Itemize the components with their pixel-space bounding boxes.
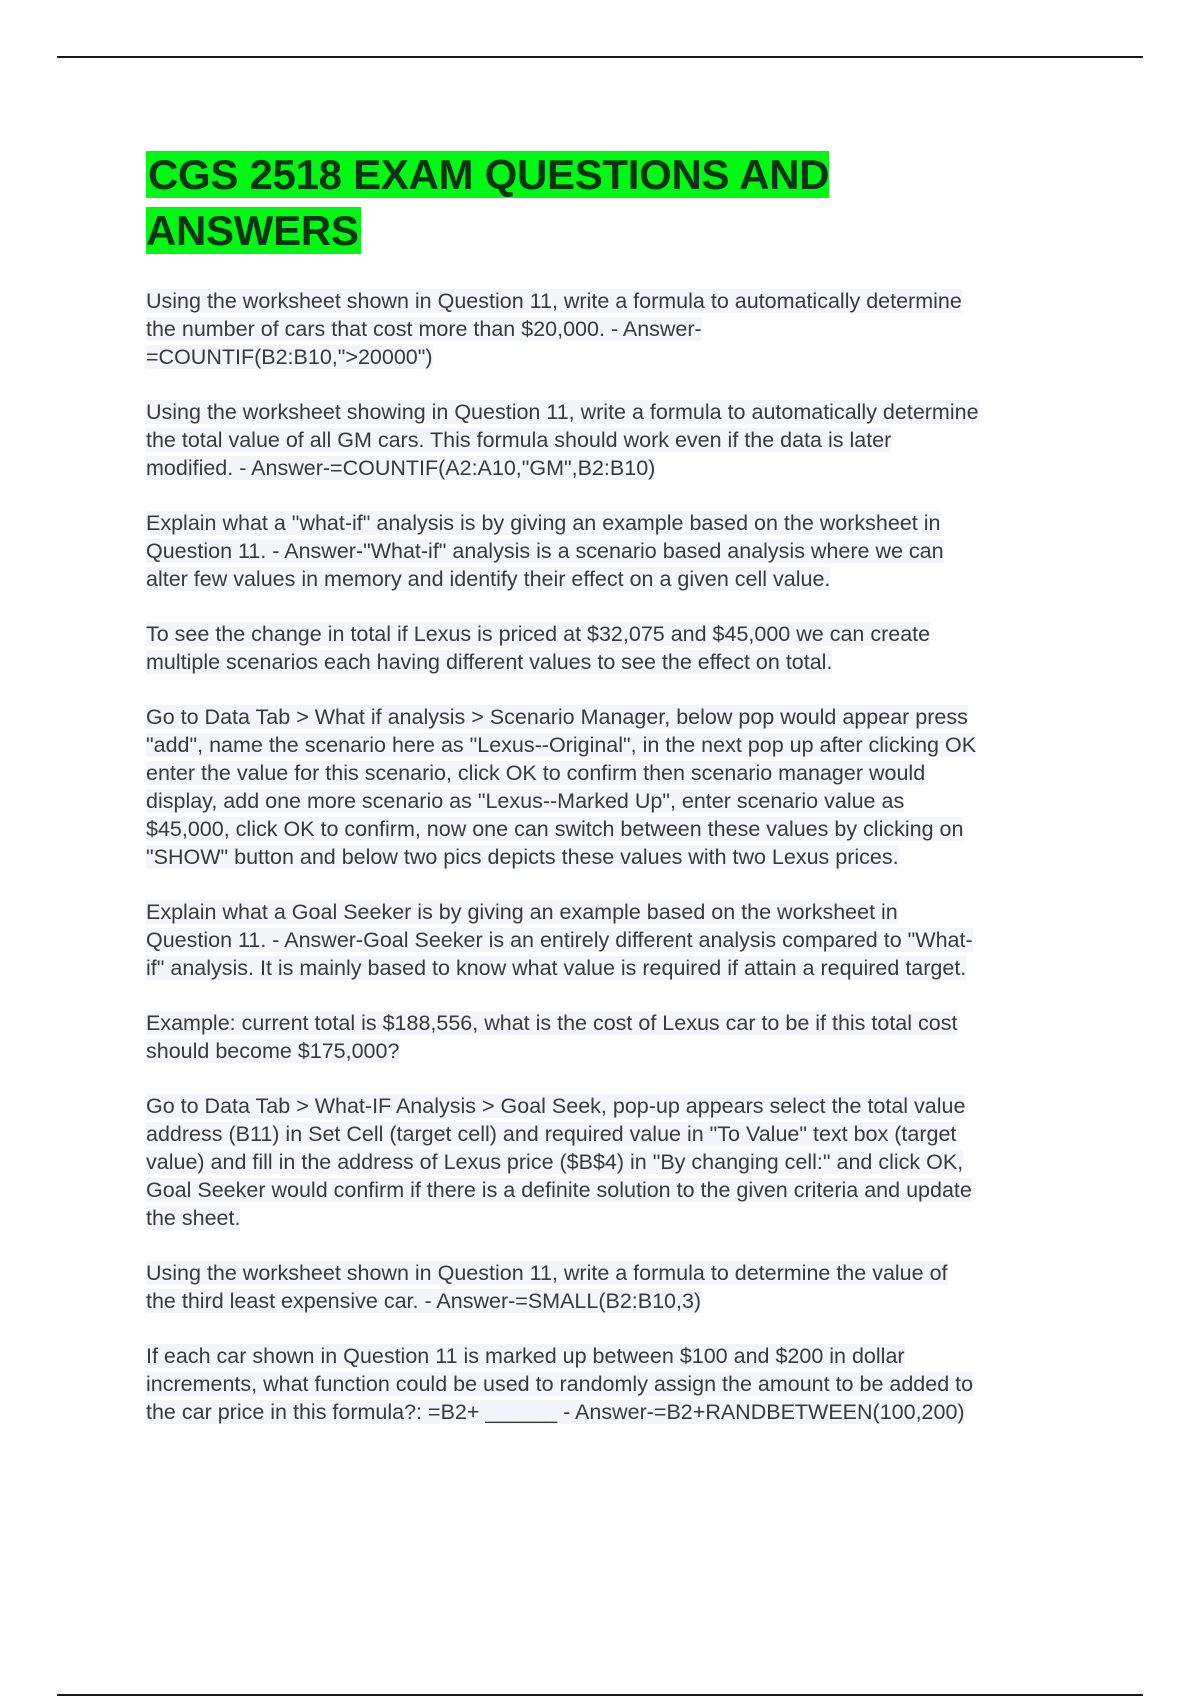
qa-paragraph-7 (146, 1009, 1090, 1065)
qa-paragraph-3 (146, 509, 1090, 593)
qa-paragraph-5-text: Go to Data Tab > What if analysis > Scenario Manager, below pop would appear press "add", name the scenario here as "Lexus--Original", in the next pop up after clicking OK enter the value for this scenario, click OK to confirm then scenario manager would display, add one more scenario as "Lexus--Marked Up", enter scenario value as $45,000, click OK to confirm, now one can switch between these values by clicking on "SHOW" button and below two pics depicts these values with two Lexus prices. (146, 705, 977, 869)
qa-paragraph-6 (146, 898, 1090, 982)
qa-paragraph-1 (146, 287, 1090, 371)
document-title (146, 147, 1090, 259)
qa-paragraph-8 (146, 1092, 1090, 1232)
qa-paragraph-8-text: Go to Data Tab > What-IF Analysis > Goal Seek, pop-up appears select the total value address (B11) in Set Cell (target cell) and required value in "To Value" text box (target value) and fill in the address of Lexus price ($B$4) in "By changing cell:" and click OK, Goal Seeker would confirm if there is a definite solution to the given criteria and update the sheet. (146, 1094, 972, 1230)
bottom-rule (57, 1694, 1143, 1696)
qa-paragraph-9 (146, 1259, 1090, 1315)
qa-paragraph-9-text: Using the worksheet shown in Question 11, write a formula to determine the value of the third least expensive car. - Answer-=SMALL(B2:B10,3) (146, 1261, 948, 1313)
top-rule (57, 56, 1143, 58)
qa-paragraph-4-text: To see the change in total if Lexus is priced at $32,075 and $45,000 we can create multiple scenarios each having different values to see the effect on total. (146, 622, 931, 674)
qa-paragraph-10 (146, 1342, 1090, 1426)
qa-paragraph-7-text: Example: current total is $188,556, what is the cost of Lexus car to be if this total cost should become $175,000? (146, 1011, 958, 1063)
qa-paragraph-10-text: If each car shown in Question 11 is marked up between $100 and $200 in dollar increments, what function could be used to randomly assign the amount to be added to the car price in this formula?: =B2+ ______ - Answer-=B2+RANDBETWEEN(100,200) (146, 1344, 974, 1424)
qa-paragraph-5 (146, 703, 1090, 871)
qa-paragraph-2 (146, 398, 1090, 482)
qa-paragraph-2-text: Using the worksheet showing in Question 11, write a formula to automatically determine the total value of all GM cars. This formula should work even if the data is later modified. - Answer-=COUNTIF(A2:A10,"GM",B2:B10) (146, 400, 979, 480)
qa-paragraph-4 (146, 620, 1090, 676)
qa-paragraph-1-text: Using the worksheet shown in Question 11, write a formula to automatically determine the number of cars that cost more than $20,000. - Answer- =COUNTIF(B2:B10,">20000") (146, 289, 962, 369)
qa-paragraph-3-text: Explain what a "what-if" analysis is by giving an example based on the worksheet in Question 11. - Answer-"What-if" analysis is a scenario based analysis where we can alter few values in memory and identify their effect on a given cell value. (146, 511, 944, 591)
document-body (146, 147, 1090, 1453)
document-title-text: CGS 2518 EXAM QUESTIONS AND ANSWERS (146, 151, 830, 254)
qa-paragraph-6-text: Explain what a Goal Seeker is by giving an example based on the worksheet in Question 11. - Answer-Goal Seeker is an entirely different analysis compared to "What- if" analysis. It is mainly based to know what value is required if attain a required target. (146, 900, 973, 980)
